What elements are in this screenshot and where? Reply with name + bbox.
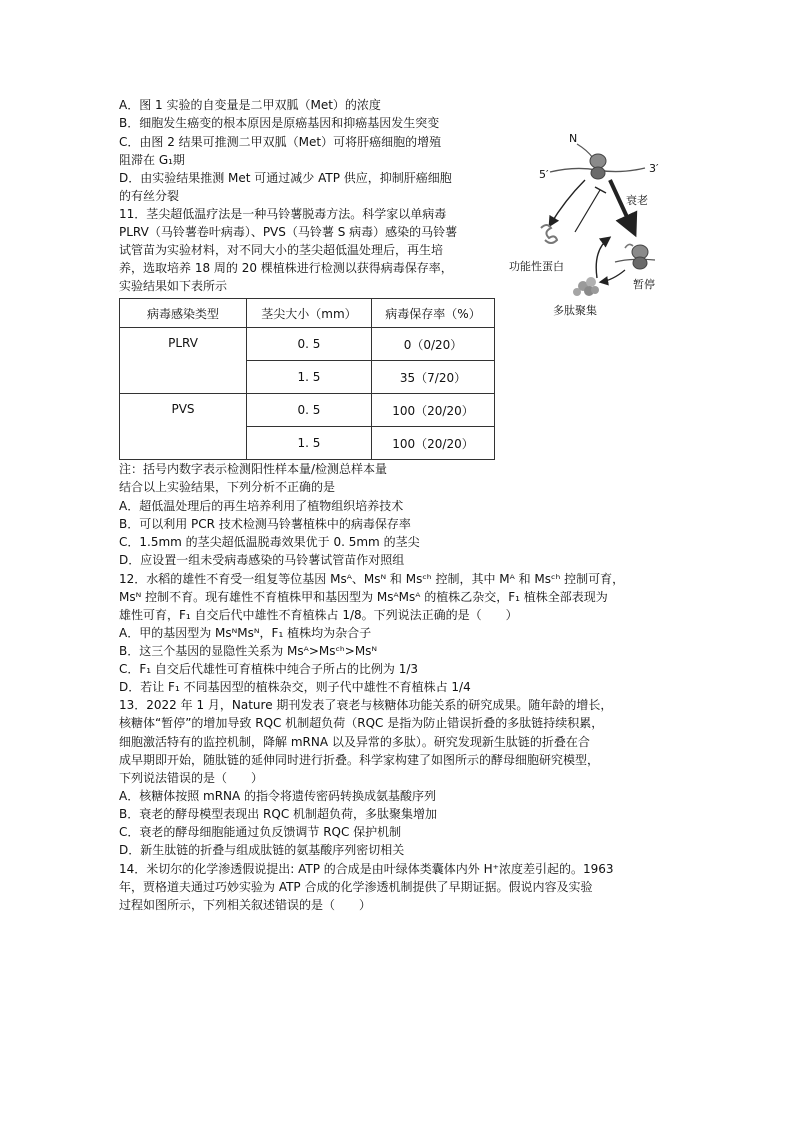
q10-option-b: B．细胞发生癌变的根本原因是原癌基因和抑癌基因发生突变 bbox=[119, 116, 440, 130]
q13-option-a: A．核糖体按照 mRNA 的指令将遗传密码转换成氨基酸序列 bbox=[119, 789, 437, 803]
table-row bbox=[120, 394, 495, 427]
q11-stem-line: 试管苗为实验材料，对不同大小的茎尖超低温处理后，再生培 bbox=[119, 243, 444, 257]
inhibition-line bbox=[575, 190, 600, 232]
aging-label: 衰老 bbox=[626, 194, 648, 207]
table-cell: 1. 5 bbox=[247, 427, 372, 460]
q13-line: 细胞激活特有的监控机制，降解 mRNA 以及异常的多肽）。研究发现新生肽链的折叠在合 bbox=[119, 735, 590, 749]
table-header-cell: 茎尖大小（mm） bbox=[247, 299, 372, 328]
q13-line: 成早期即开始，随肽链的延伸同时进行折叠。科学家构建了如图所示的酵母细胞研究模型， bbox=[119, 753, 600, 767]
pause-label: 暂停 bbox=[633, 278, 655, 291]
q14-line: 14．米切尔的化学渗透假说提出: ATP 的合成是由叶绿体类囊体内外 H⁺浓度差引起的。1963 bbox=[119, 862, 614, 876]
q11-stem-line: PLRV（马铃薯卷叶病毒）、PVS（马铃薯 S 病毒）感染的马铃薯 bbox=[119, 225, 458, 239]
ribosome-top bbox=[590, 154, 606, 168]
arrow-to-functional-protein bbox=[550, 180, 585, 225]
peptide-aggregate-shape bbox=[573, 277, 599, 296]
q10-option-d: D．由实验结果推测 Met 可通过减少 ATP 供应，抑制肝癌细胞 bbox=[119, 171, 452, 185]
q12-line: 12．水稻的雄性不育受一组复等位基因 Msᴬ、Msᴺ 和 Msᶜʰ 控制，其中 Mᴬ 和 Msᶜʰ 控制可育， bbox=[119, 572, 625, 586]
table-cell: 0. 5 bbox=[247, 394, 372, 427]
q11-option-b: B．可以利用 PCR 技术检测马铃薯植株中的病毒保存率 bbox=[119, 517, 411, 531]
q11-option-c: C．1.5mm 的茎尖超低温脱毒效果优于 0. 5mm 的茎尖 bbox=[119, 535, 420, 549]
q13-line: 下列说法错误的是（ ） bbox=[119, 771, 264, 785]
q12-line: Msᴺ 控制不育。现有雄性不育植株甲和基因型为 MsᴬMsᴬ 的植株乙杂交，F₁ 植株全部表现为 bbox=[119, 590, 608, 604]
q11-note: 注：括号内数字表示检测阳性样本量/检测总样本量 bbox=[119, 462, 388, 476]
q14-line: 年，贾格道夫通过巧妙实验为 ATP 合成的化学渗透机制提供了早期证据。假说内容及实验 bbox=[119, 880, 593, 894]
q11-option-a: A．超低温处理后的再生培养利用了植物组织培养技术 bbox=[119, 499, 404, 513]
table-row bbox=[120, 328, 495, 361]
q12-option-d: D．若让 F₁ 不同基因型的植株杂交，则子代中雄性不育植株占 1/4 bbox=[119, 680, 471, 694]
q10-option-c-cont: 阻滞在 G₁期 bbox=[119, 153, 185, 167]
q13-option-d: D．新生肽链的折叠与组成肽链的氨基酸序列密切相关 bbox=[119, 843, 405, 857]
q12-option-b: B．这三个基因的显隐性关系为 Msᴬ>Msᶜʰ>Msᴺ bbox=[119, 644, 378, 658]
functional-protein-label: 功能性蛋白 bbox=[509, 260, 564, 273]
table-cell: 35（7/20） bbox=[372, 361, 495, 394]
q13-option-c: C．衰老的酵母细胞能通过负反馈调节 RQC 保护机制 bbox=[119, 825, 402, 839]
q13-line: 核糖体“暂停”的增加导致 RQC 机制超负荷（RQC 是指为防止错误折叠的多肽链持续积累， bbox=[119, 716, 604, 730]
q10-option-d-cont: 的有丝分裂 bbox=[119, 189, 180, 203]
table-header-cell: 病毒保存率（%） bbox=[372, 299, 495, 328]
table-cell: 0（0/20） bbox=[372, 328, 495, 361]
three-prime-label: 3′ bbox=[649, 162, 659, 175]
q10-option-a: A．图 1 实验的自变量是二甲双胍（Met）的浓度 bbox=[119, 98, 381, 112]
table-header-cell: 病毒感染类型 bbox=[120, 299, 247, 328]
q12-line: 雄性可育，F₁ 自交后代中雄性不育植株占 1/8。下列说法正确的是（ ） bbox=[119, 608, 518, 622]
q13-option-b: B．衰老的酵母模型表现出 RQC 机制超负荷，多肽聚集增加 bbox=[119, 807, 438, 821]
paused-chain bbox=[625, 244, 633, 248]
n-terminal-label: N bbox=[569, 132, 578, 145]
feedback-arrow bbox=[596, 238, 609, 278]
five-prime-label: 5′ bbox=[539, 168, 549, 181]
table-cell: 1. 5 bbox=[247, 361, 372, 394]
table-cell-virus-type: PLRV bbox=[120, 328, 247, 394]
figure-svg bbox=[505, 130, 685, 320]
table-cell-virus-type: PVS bbox=[120, 394, 247, 460]
q12-option-a: A．甲的基因型为 MsᴺMsᴺ，F₁ 植株均为杂合子 bbox=[119, 626, 372, 640]
q11-option-d: D．应设置一组未受病毒感染的马铃薯试管苗作对照组 bbox=[119, 553, 405, 567]
q11-stem-line: 养，选取培养 18 周的 20 棵植株进行检测以获得病毒保存率， bbox=[119, 261, 453, 275]
q13-line: 13．2022 年 1 月，Nature 期刊发表了衰老与核糖体功能关系的研究成果。随年龄的增长， bbox=[119, 698, 613, 712]
q12-option-c: C．F₁ 自交后代雄性可育植株中纯合子所占的比例为 1/3 bbox=[119, 662, 419, 676]
nascent-chain bbox=[577, 144, 593, 158]
table-header-row bbox=[120, 299, 495, 328]
functional-protein-shape bbox=[541, 225, 557, 243]
virus-table bbox=[119, 298, 495, 460]
table-cell: 100（20/20） bbox=[372, 427, 495, 460]
table-cell: 100（20/20） bbox=[372, 394, 495, 427]
q11-stem-line: 11．茎尖超低温疗法是一种马铃薯脱毒方法。科学家以单病毒 bbox=[119, 207, 447, 221]
inhibition-bar bbox=[595, 187, 606, 193]
table-cell: 0. 5 bbox=[247, 328, 372, 361]
arrow-to-aggregate bbox=[601, 270, 625, 282]
q11-stem-line: 实验结果如下表所示 bbox=[119, 279, 228, 293]
q10-option-c: C．由图 2 结果可推测二甲双胍（Met）可将肝癌细胞的增殖 bbox=[119, 135, 442, 149]
peptide-aggregation-label: 多肽聚集 bbox=[553, 304, 597, 317]
q14-line: 过程如图所示，下列相关叙述错误的是（ ） bbox=[119, 898, 372, 912]
ribosome-top-small bbox=[591, 167, 605, 179]
q11-question: 结合以上实验结果，下列分析不正确的是 bbox=[119, 480, 336, 494]
ribosome-paused-small bbox=[633, 257, 647, 269]
ribosome-aging-figure bbox=[505, 130, 685, 320]
